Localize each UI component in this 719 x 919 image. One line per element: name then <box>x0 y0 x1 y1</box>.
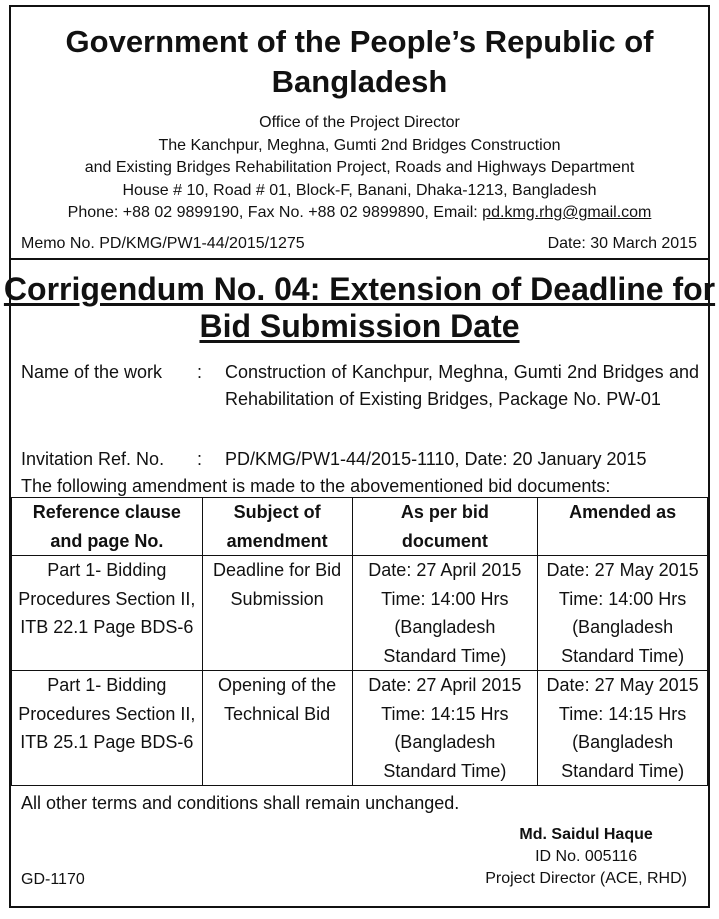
header-subject: Subject of amendment <box>202 498 352 556</box>
contact-line: Phone: +88 02 9899190, Fax No. +88 02 9899890, Email: pd.kmg.rhg@gmail.com <box>67 204 652 221</box>
table-header-row <box>12 498 708 556</box>
work-value: Construction of Kanchpur, Meghna, Gumti 2nd Bridges and Rehabilitation of Existing Bridges, Package No. PW-01 <box>225 362 699 409</box>
memo-divider <box>11 258 708 260</box>
project-name-line1: The Kanchpur, Meghna, Gumti 2nd Bridges Construction <box>158 136 561 154</box>
gd-number: GD-1170 <box>21 871 85 888</box>
table-cell: Date: 27 April 2015 Time: 14:15 Hrs (Bangladesh Standard Time) <box>352 671 538 786</box>
project-name-line2: and Existing Bridges Rehabilitation Project, Roads and Highways Department <box>84 159 635 176</box>
signatory-id: ID No. 005116 <box>535 848 638 865</box>
invitation-value: PD/KMG/PW1-44/2015-1110, Date: 20 January 2015 <box>225 449 647 469</box>
header-reference-clause: Reference clause and page No. <box>12 498 203 556</box>
header-as-per-bid: As per bid document <box>352 498 538 556</box>
invitation-row <box>21 446 699 473</box>
table-cell: Part 1- Bidding Procedures Section II, ITB 22.1 Page BDS-6 <box>12 556 203 671</box>
table-cell: Deadline for Bid Submission <box>202 556 352 671</box>
memo-number: Memo No. PD/KMG/PW1-44/2015/1275 <box>21 235 305 252</box>
table-cell: Date: 27 May 2015 Time: 14:15 Hrs (Bangladesh Standard Time) <box>538 671 708 786</box>
header-amended-as: Amended as <box>538 498 708 556</box>
office-name: Office of the Project Director <box>259 114 460 131</box>
table-cell: Date: 27 May 2015 Time: 14:00 Hrs (Bangladesh Standard Time) <box>538 556 708 671</box>
government-title: Government of the People’s Republic of Bangladesh <box>65 24 654 99</box>
table-row <box>12 671 708 786</box>
work-name-row <box>21 359 699 440</box>
memo-row <box>21 234 697 254</box>
work-separator: : <box>197 362 203 382</box>
table-cell: Date: 27 April 2015 Time: 14:00 Hrs (Bangladesh Standard Time) <box>352 556 538 671</box>
office-address: House # 10, Road # 01, Block-F, Banani, Dhaka-1213, Bangladesh <box>122 181 597 199</box>
closing-note: All other terms and conditions shall remain unchanged. <box>21 793 460 813</box>
signature-block <box>485 824 687 890</box>
office-header <box>0 112 719 225</box>
memo-date: Date: 30 March 2015 <box>547 235 697 252</box>
amendment-table <box>11 497 708 786</box>
amendment-intro: The following amendment is made to the abovementioned bid documents: <box>21 476 611 496</box>
table-row <box>12 556 708 671</box>
work-label: Name of the work <box>21 362 163 382</box>
email-link[interactable]: pd.kmg.rhg@gmail.com <box>482 204 652 221</box>
signatory-designation: Project Director (ACE, RHD) <box>485 870 687 887</box>
table-cell: Part 1- Bidding Procedures Section II, ITB 25.1 Page BDS-6 <box>12 671 203 786</box>
table-cell: Opening of the Technical Bid <box>202 671 352 786</box>
signatory-name: Md. Saidul Haque <box>519 826 653 843</box>
invitation-label: Invitation Ref. No. <box>21 449 165 469</box>
corrigendum-title: Corrigendum No. 04: Extension of Deadline for Bid Submission Date <box>3 271 716 344</box>
invitation-separator: : <box>197 449 203 469</box>
